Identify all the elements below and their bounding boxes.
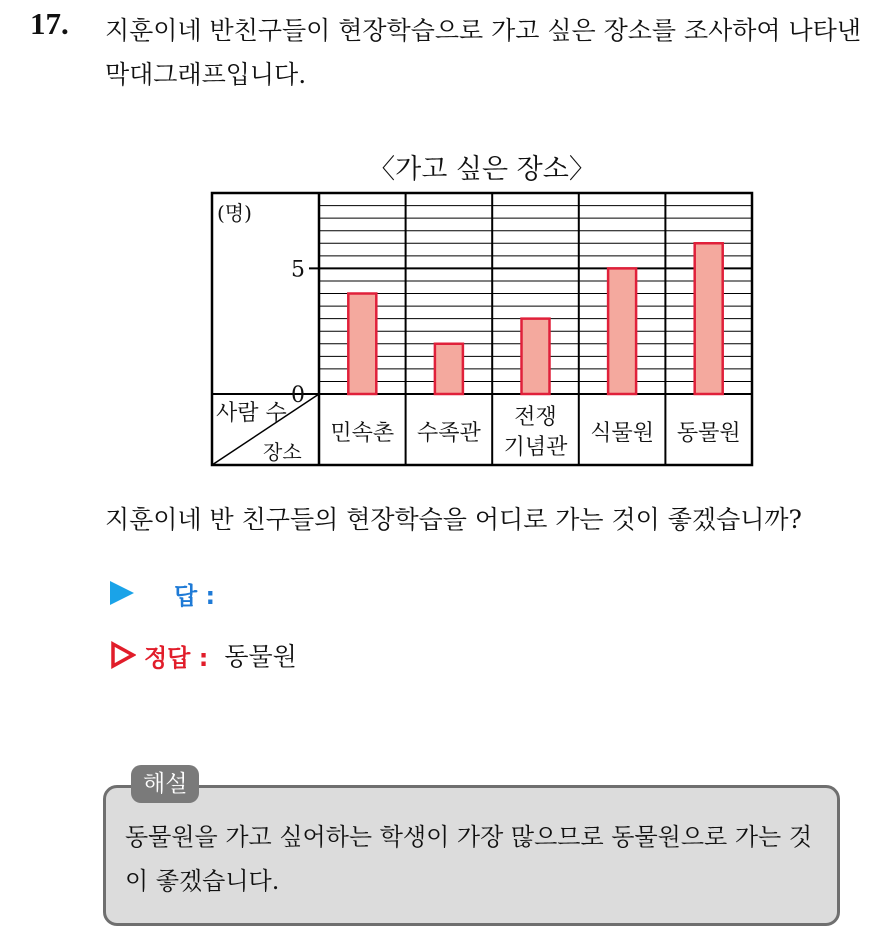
explanation-text: 동물원을 가고 싶어하는 학생이 가장 많으므로 동물원으로 가는 것이 좋겠습니다. (125, 823, 812, 895)
play-icon (110, 581, 134, 605)
question-number: 17. (30, 6, 69, 41)
category-label: 전쟁 (514, 405, 557, 430)
category-label: 민속촌 (330, 421, 395, 446)
bar-1 (348, 294, 376, 395)
correct-answer-label: 정답 : (144, 643, 209, 672)
category-label: 동물원 (676, 421, 741, 446)
correct-answer-value: 동물원 (224, 642, 297, 671)
answer-row (110, 576, 215, 610)
category-label: 수족관 (417, 421, 481, 446)
bar-5 (695, 243, 723, 394)
unit-label: (명) (217, 201, 252, 225)
chart-frame (212, 193, 752, 465)
y-tick-label: 0 (291, 383, 305, 408)
correct-answer-row (110, 638, 297, 672)
bar-4 (608, 268, 636, 394)
x-axis-label: 장소 (263, 440, 302, 464)
y-axis-label: 사람 수 (216, 401, 287, 426)
category-label: 기념관 (503, 435, 568, 460)
question-text: 지훈이네 반친구들이 현장학습으로 가고 싶은 장소를 조사하여 나타낸 막대그래프입니다. (105, 16, 861, 89)
bar-3 (522, 319, 550, 394)
question-prompt: 지훈이네 반 친구들의 현장학습을 어디로 가는 것이 좋겠습니까? (105, 505, 802, 534)
category-label: 식물원 (590, 421, 654, 446)
y-tick-label: 5 (291, 257, 305, 283)
chart-title: 〈가고 싶은 장소〉 (368, 154, 596, 185)
answer-label: 답 : (174, 581, 216, 610)
explanation-tab: 해설 (131, 765, 199, 803)
outline-play-icon (110, 641, 136, 669)
bar-2 (435, 344, 463, 394)
